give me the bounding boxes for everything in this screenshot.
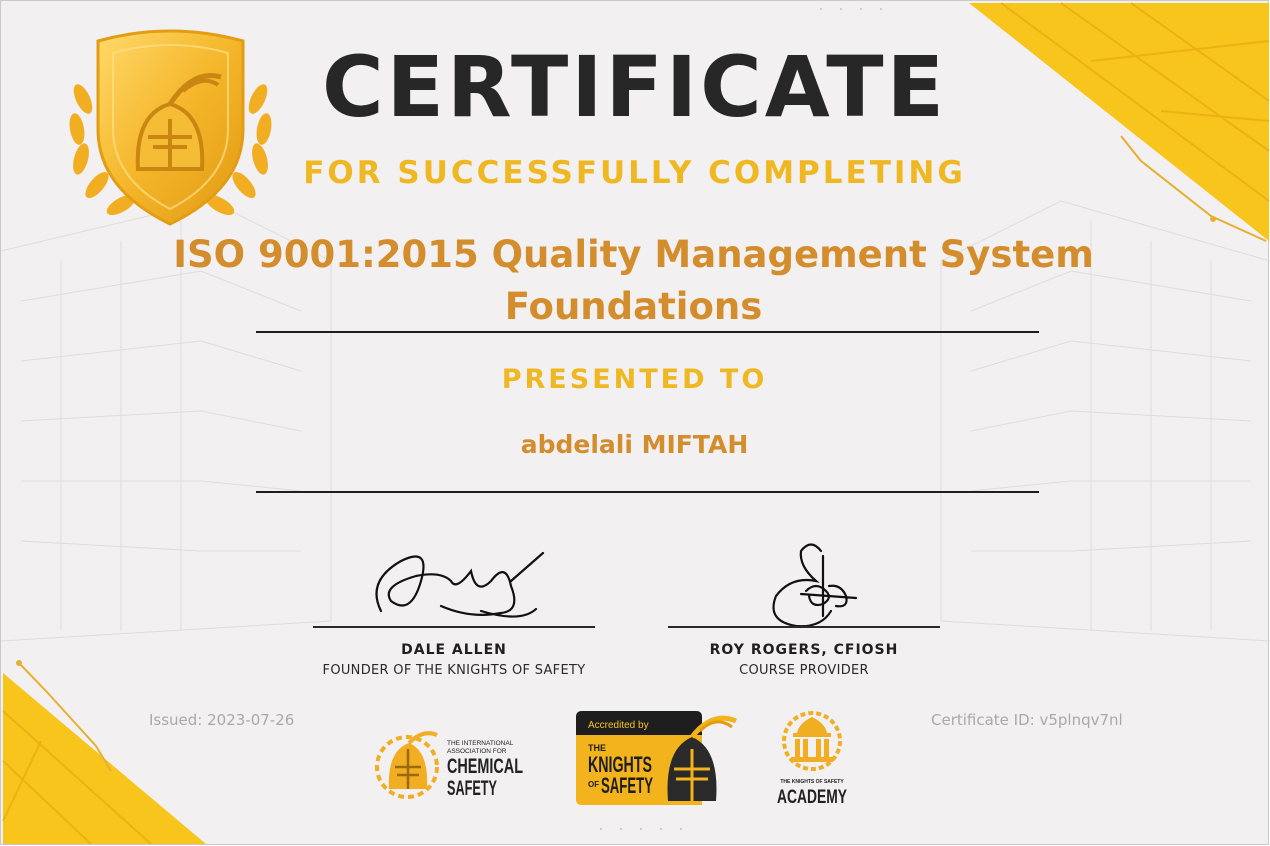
academy-line2: ACADEMY bbox=[777, 787, 848, 808]
kos-line2: KNIGHTS bbox=[588, 752, 652, 777]
signature-dale-allen bbox=[361, 541, 561, 626]
academy-building-icon bbox=[791, 717, 833, 762]
kos-badge-text: Accredited by bbox=[588, 720, 649, 731]
knights-of-safety-logo bbox=[574, 709, 739, 807]
iacs-logo bbox=[371, 729, 531, 801]
signature-line-1 bbox=[313, 626, 595, 628]
course-title: ISO 9001:2015 Quality Management System Foundations bbox=[173, 233, 1094, 328]
signatory-2-role: COURSE PROVIDER bbox=[739, 663, 869, 678]
signatory-2-name: ROY ROGERS, CFIOSH bbox=[709, 642, 899, 658]
iacs-line3: CHEMICAL bbox=[447, 755, 524, 778]
academy-logo bbox=[771, 709, 855, 807]
presented-to-label: PRESENTED TO bbox=[501, 364, 768, 395]
certificate-subtitle: FOR SUCCESSFULLY COMPLETING bbox=[303, 155, 966, 191]
iacs-line4: SAFETY bbox=[447, 777, 497, 800]
kos-line1: THE bbox=[588, 743, 606, 753]
signature-line-2 bbox=[668, 626, 940, 628]
course-underline bbox=[256, 331, 1039, 333]
issued-date: Issued: 2023-07-26 bbox=[149, 711, 295, 729]
signatory-1-name: DALE ALLEN bbox=[401, 642, 507, 658]
iacs-line1: THE INTERNATIONAL bbox=[447, 740, 514, 747]
kos-line4: SAFETY bbox=[601, 773, 654, 798]
signature-roy-rogers bbox=[761, 536, 871, 636]
recipient-name: abdelali MIFTAH bbox=[520, 430, 749, 459]
academy-line1: THE KNIGHTS OF SAFETY bbox=[780, 779, 844, 785]
recipient-underline bbox=[256, 491, 1039, 493]
signatory-1-role: FOUNDER OF THE KNIGHTS OF SAFETY bbox=[322, 663, 586, 678]
iacs-line2: ASSOCIATION FOR bbox=[447, 748, 507, 755]
kos-line3: OF bbox=[588, 780, 600, 789]
certificate-id: Certificate ID: v5plnqv7nl bbox=[931, 711, 1123, 729]
certificate-title: CERTIFICATE bbox=[322, 38, 947, 136]
